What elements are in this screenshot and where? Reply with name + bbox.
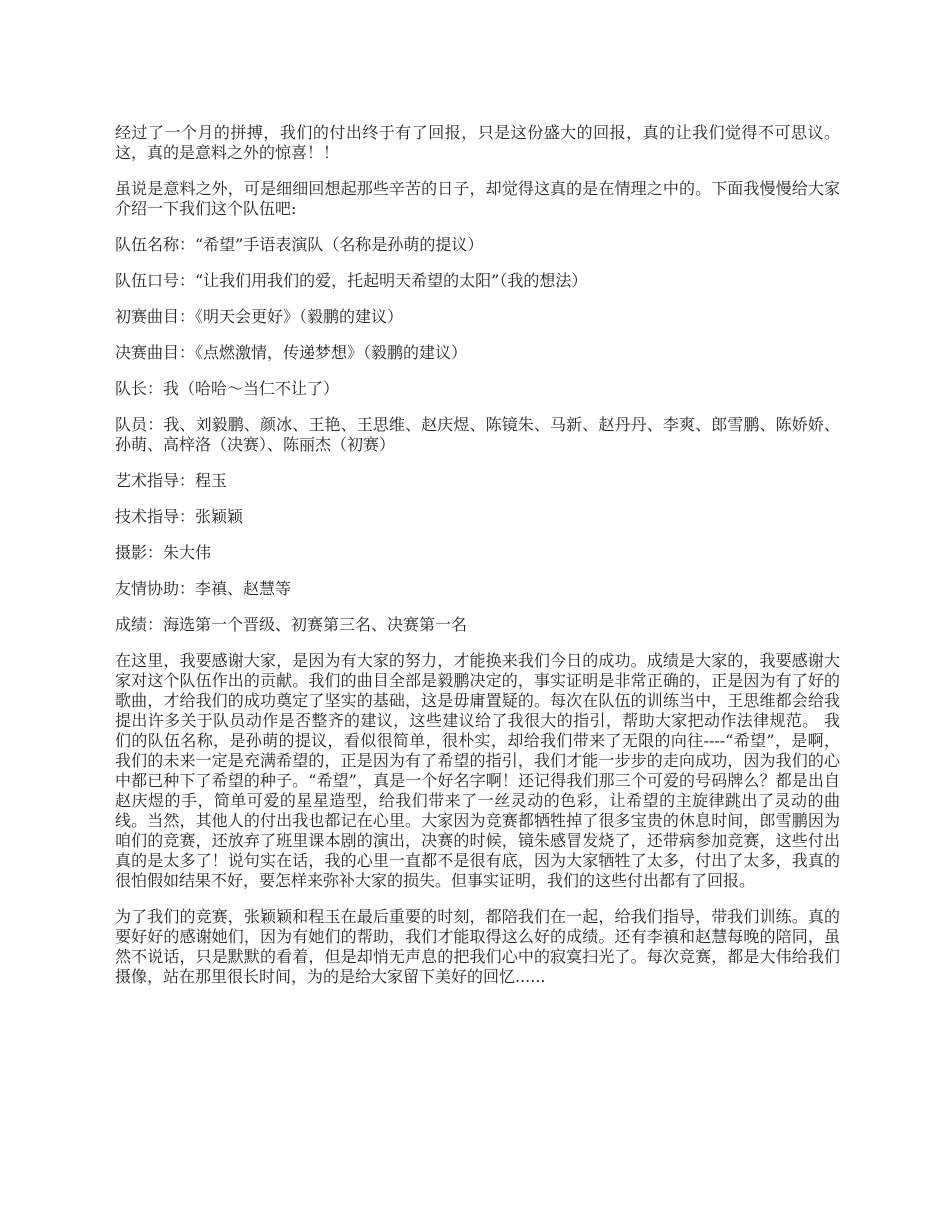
paragraph-final-song: 决赛曲目：《点燃激情，传递梦想》（毅鹏的建议） (115, 343, 468, 362)
paragraph-members: 队员：我、刘毅鹏、颜冰、王艳、王思维、赵庆煜、陈镜朱、马新、赵丹丹、李爽、郎雪鹏、陈娇娇、孙萌、高梓洛（决赛）、陈丽杰（初赛） (115, 415, 840, 454)
paragraph-team-slogan: 队伍口号：“让我们用我们的爱，托起明天希望的太阳”（我的想法） (115, 271, 588, 290)
paragraph-results: 成绩：海选第一个晋级、初赛第三名、决赛第一名 (115, 615, 468, 634)
paragraph-intro: 经过了一个月的拼搏，我们的付出终于有了回报，只是这份盛大的回报，真的让我们觉得不可思议。这，真的是意料之外的惊喜！！ (115, 123, 840, 162)
paragraph-captain: 队长：我（哈哈～当仁不让了） (115, 379, 340, 398)
paragraph-closing: 为了我们的竞赛，张颖颖和程玉在最后重要的时刻，都陪我们在一起，给我们指导，带我们训练。真的要好好的感谢她们，因为有她们的帮助，我们才能取得这么好的成绩。还有李禛和赵慧每晚的陪同，虽然不说话，只是默默的看着，但是却悄无声息的把我们心中的寂寞扫光了。每次竞赛，都是大伟给我们摄像，站在那里很长时间，为的是给大家留下美好的回忆...... (115, 907, 840, 986)
paragraph-photography: 摄影：朱大伟 (115, 543, 212, 562)
paragraph-thanks: 在这里，我要感谢大家，是因为有大家的努力，才能换来我们今日的成功。成绩是大家的，我要感谢大家对这个队伍作出的贡献。我们的曲目全部是毅鹏决定的，事实证明是非常正确的，正是因为有了好的歌曲，才给我们的成功奠定了坚实的基础，这是毋庸置疑的。每次在队伍的训练当中，王思维都会给我提出许多关于队员动作是否整齐的建议，这些建议给了我很大的指引，帮助大家把动作法律规范。 我们的队伍名称，是孙萌的提议，看似很简单，很朴实，却给我们带来了无限的向往----“希望”，是啊，我们的未来一定是充满希望的，正是因为有了希望的指引，我们才能一步步的走向成功，因为我们的心中都已种下了希望的种子。“希望”，真是一个好名字啊！还记得我们那三个可爱的号码牌么？都是出自赵庆煜的手，简单可爱的星星造型，给我们带来了一丝灵动的色彩，让希望的主旋律跳出了灵动的曲线。当然，其他人的付出我也都记在心里。大家因为竞赛都牺牲掉了很多宝贵的休息时间，郎雪鹏因为咱们的竞赛，还放弃了班里课本剧的演出，决赛的时候，镜朱感冒发烧了，还带病参加竞赛，这些付出真的是太多了！说句实在话，我的心里一直都不是很有底，因为大家牺牲了太多，付出了太多，我真的很怕假如结果不好，要怎样来弥补大家的损失。但事实证明，我们的这些付出都有了回报。 (115, 651, 840, 890)
paragraph-tech-director: 技术指导：张颖颖 (115, 507, 244, 526)
document-body (115, 123, 840, 1003)
paragraph-assistance: 友情协助：李禛、赵慧等 (115, 579, 292, 598)
paragraph-preliminary-song: 初赛曲目：《明天会更好》（毅鹏的建议） (115, 307, 404, 326)
paragraph-team-intro: 虽说是意料之外，可是细细回想起那些辛苦的日子，却觉得这真的是在情理之中的。下面我慢慢给大家介绍一下我们这个队伍吧: (115, 179, 840, 218)
paragraph-team-name: 队伍名称：“希望”手语表演队（名称是孙萌的提议） (115, 235, 484, 254)
paragraph-art-director: 艺术指导：程玉 (115, 471, 228, 490)
